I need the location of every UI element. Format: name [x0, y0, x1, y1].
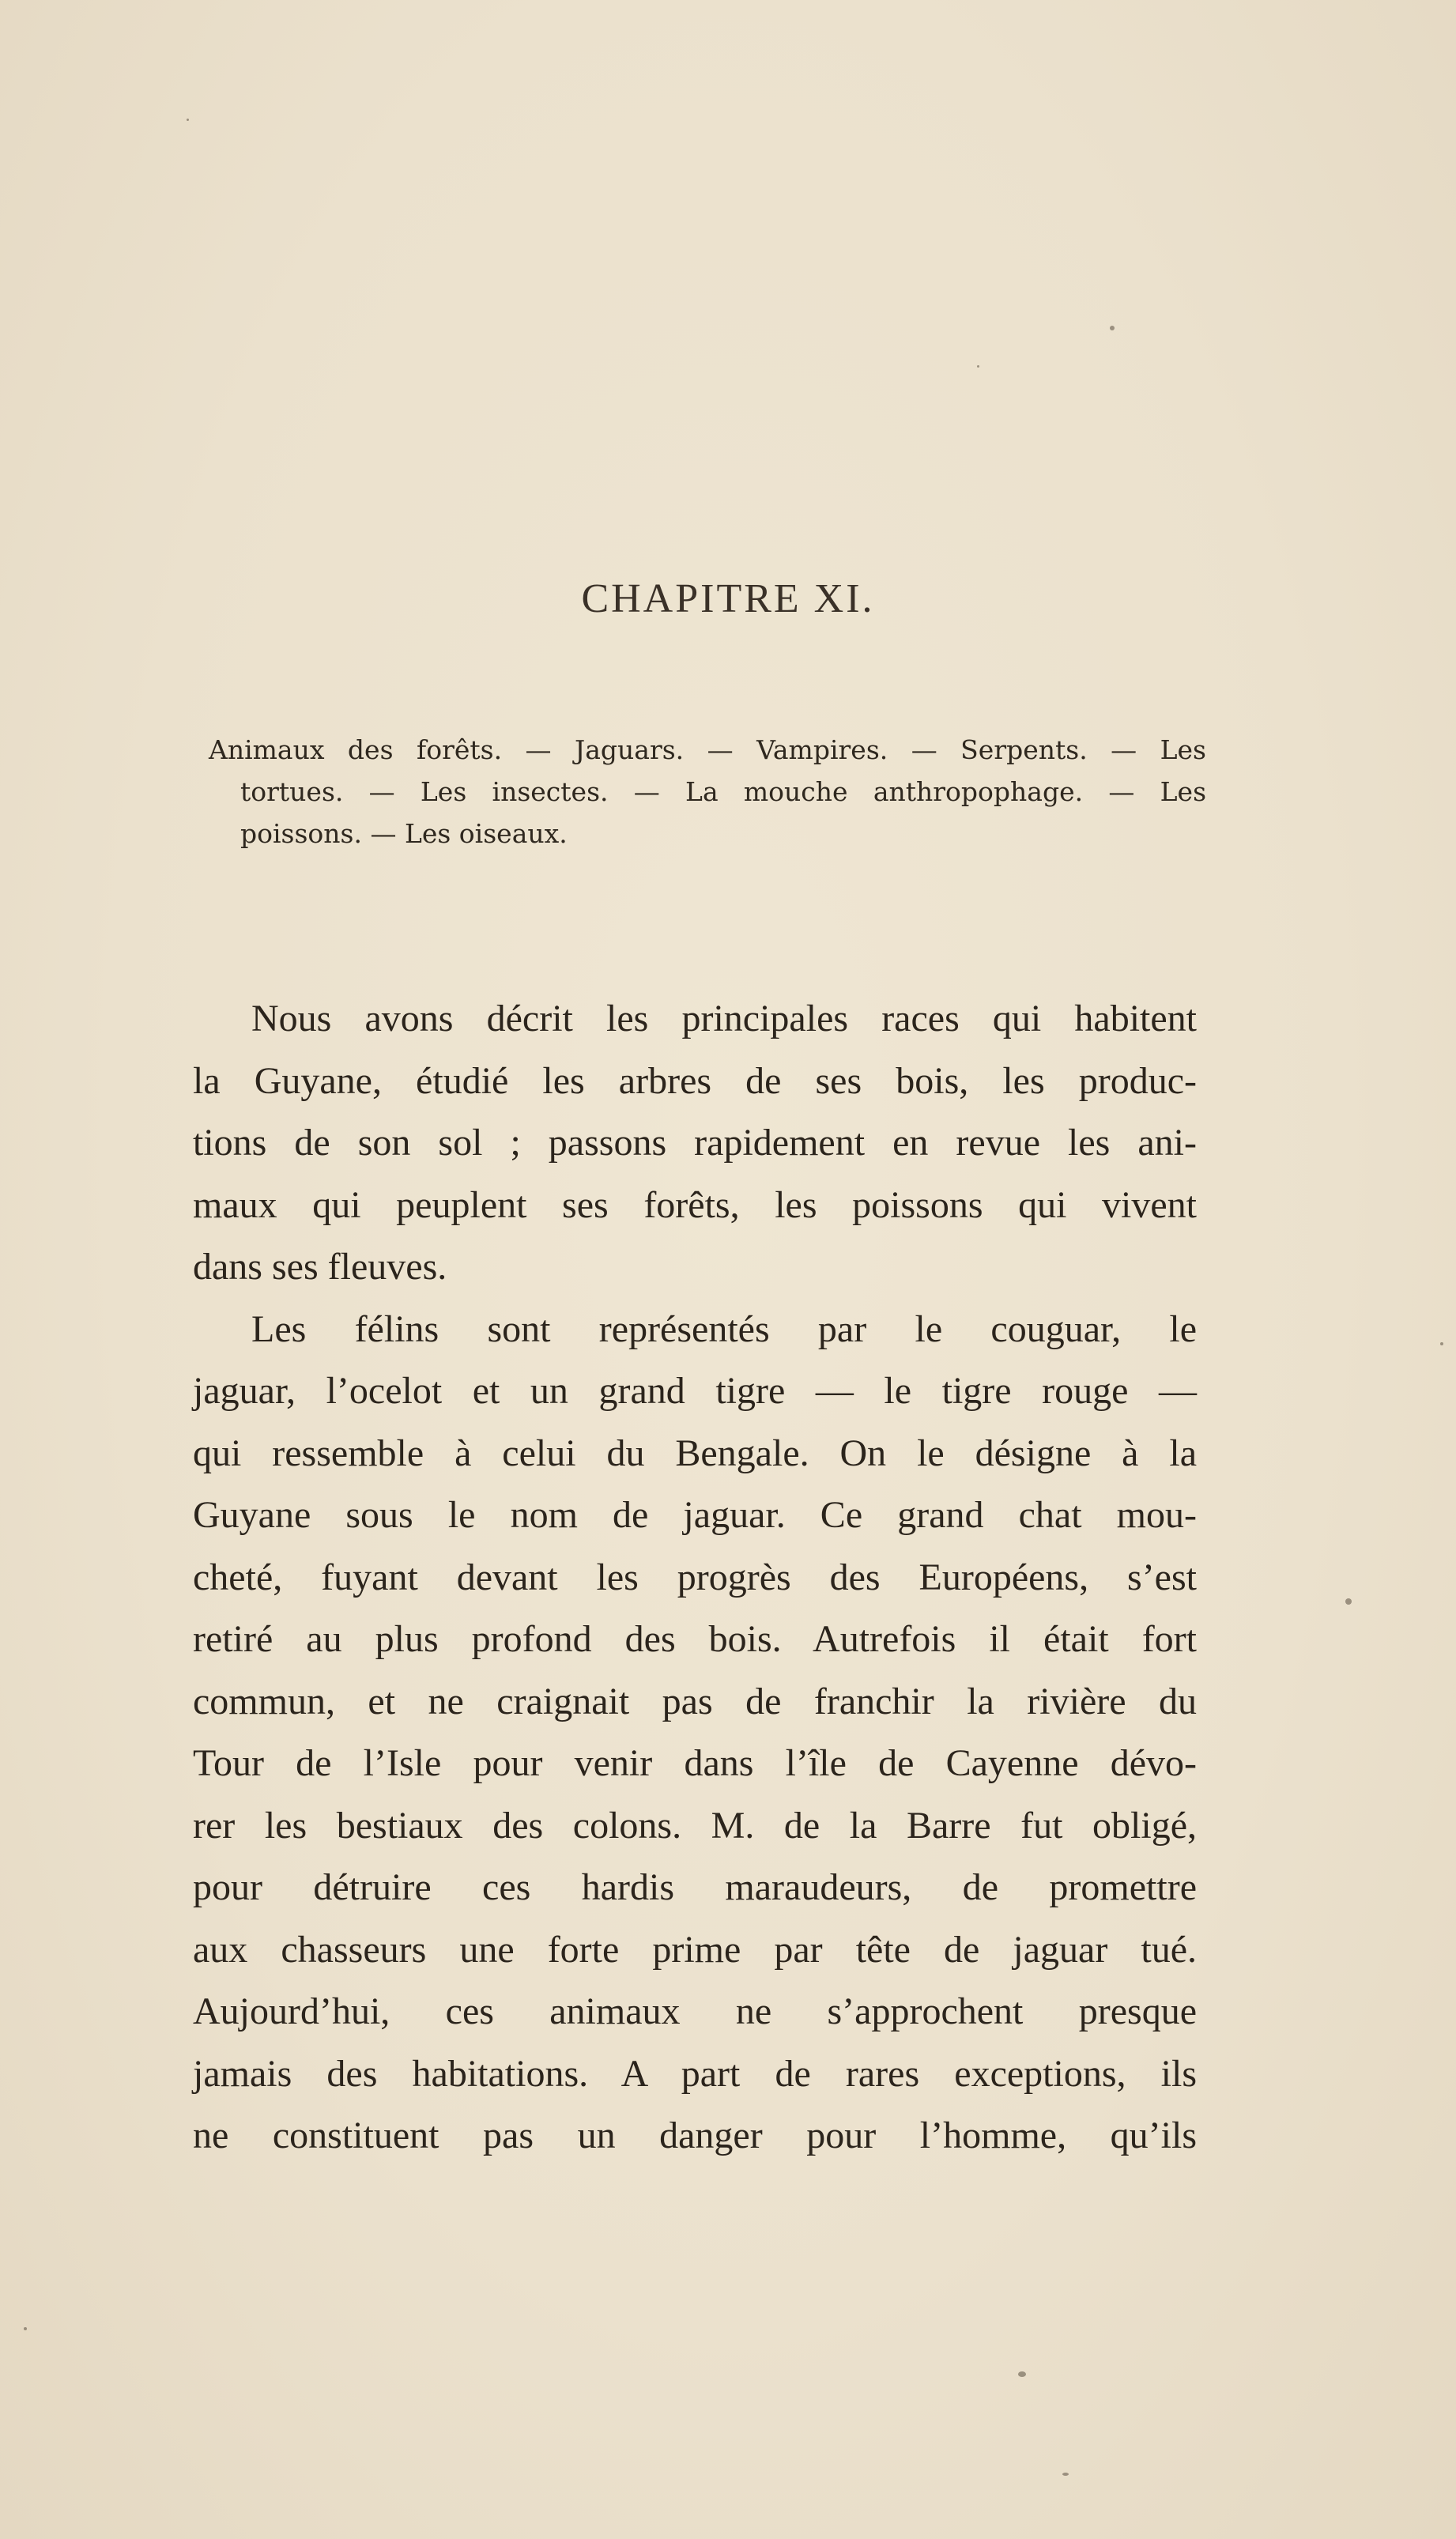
body-line: dans ses fleuves. — [193, 1246, 447, 1288]
body-line: cheté, fuyant devant les progrès des Européens, s’est — [193, 1556, 1197, 1598]
paper-speck — [1110, 326, 1115, 330]
body-line: Aujourd’hui, ces animaux ne s’approchent presque — [193, 1990, 1197, 2032]
body-line: tions de son sol ; passons rapidement en revue les ani- — [193, 1122, 1197, 1164]
body-line: maux qui peuplent ses forêts, les poissons qui vivent — [193, 1183, 1197, 1226]
body-line: Nous avons décrit les principales races qui habitent — [251, 998, 1197, 1039]
body-line: Guyane sous le nom de jaguar. Ce grand chat mou- — [193, 1494, 1197, 1536]
paper-speck — [1345, 1598, 1352, 1605]
body-line: Tour de l’Isle pour venir dans l’île de Cayenne dévo- — [193, 1742, 1197, 1784]
chapter-title: CHAPITRE XI. — [581, 576, 875, 621]
body-line: ne constituent pas un danger pour l’homme, qu’ils — [193, 2115, 1197, 2156]
body-line: qui ressemble à celui du Bengale. On le désigne à la — [193, 1432, 1197, 1474]
body-text — [193, 988, 1197, 2167]
summary-line: poissons. — Les oiseaux. — [240, 818, 568, 849]
body-line: la Guyane, étudié les arbres de ses bois, les produc- — [193, 1059, 1197, 1102]
paper-speck — [187, 119, 189, 121]
paper-speck — [24, 2327, 27, 2330]
paper-speck — [1018, 2371, 1026, 2377]
body-line: aux chasseurs une forte prime par tête de jaguar tué. — [193, 1928, 1197, 1971]
paper-speck — [1440, 1342, 1443, 1345]
body-line: retiré au plus profond des bois. Autrefois il était fort — [193, 1618, 1197, 1660]
paper-speck — [1062, 2473, 1069, 2476]
chapter-summary — [209, 729, 1206, 855]
body-line: rer les bestiaux des colons. M. de la Barre fut obligé, — [193, 1804, 1197, 1847]
body-line: pour détruire ces hardis maraudeurs, de promettre — [193, 1866, 1197, 1908]
body-line: jaguar, l’ocelot et un grand tigre — le tigre rouge — — [193, 1370, 1197, 1412]
summary-line: tortues. — Les insectes. — La mouche anthropophage. — Les — [240, 776, 1206, 807]
paper-speck — [977, 365, 979, 368]
body-line: commun, et ne craignait pas de franchir la rivière du — [193, 1680, 1197, 1722]
body-line: Les félins sont représentés par le couguar, le — [251, 1307, 1197, 1350]
summary-line: Animaux des forêts. — Jaguars. — Vampires. — Serpents. — Les — [209, 734, 1206, 765]
body-line: jamais des habitations. A part de rares exceptions, ils — [193, 2052, 1197, 2095]
